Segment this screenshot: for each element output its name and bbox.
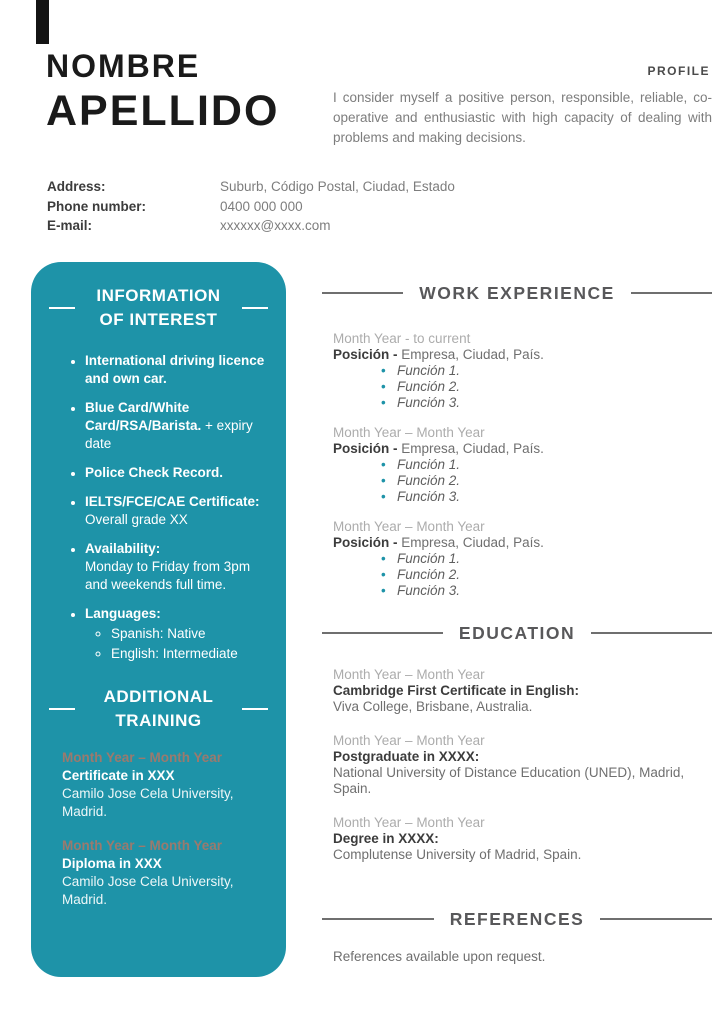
training-title: Certificate in XXX <box>62 768 175 783</box>
function-item: • Función 2. <box>381 567 712 583</box>
function-item: • Función 1. <box>381 551 712 567</box>
function-item: • Función 3. <box>381 395 712 411</box>
list-item-bold: Languages: <box>85 606 161 621</box>
list-item <box>85 540 266 594</box>
education-title: Postgraduate in XXXX: <box>333 749 480 764</box>
work-position <box>333 535 712 551</box>
education-heading <box>322 621 712 645</box>
section-title: WORK EXPERIENCE <box>419 283 615 303</box>
list-item <box>85 464 266 482</box>
training-title: Diploma in XXX <box>62 856 162 871</box>
contact-value: Suburb, Código Postal, Ciudad, Estado <box>220 179 455 194</box>
education-period: Month Year – Month Year <box>333 815 485 830</box>
training-period: Month Year – Month Year <box>62 750 223 765</box>
heading-rule-right <box>631 292 712 294</box>
education-detail: Viva College, Brisbane, Australia. <box>333 699 533 714</box>
language-item: ◦ English: Intermediate <box>111 645 266 663</box>
section-title: REFERENCES <box>449 909 585 929</box>
heading-rule-right <box>242 708 268 710</box>
information-of-interest-heading <box>51 284 266 332</box>
function-item: • Función 2. <box>381 379 712 395</box>
contact-label: Address: <box>47 179 106 194</box>
name-block <box>46 46 279 136</box>
position-name: Posición - <box>333 347 398 362</box>
list-item-bold: Blue Card/White Card/RSA/Barista. <box>85 400 202 433</box>
references-heading <box>322 907 712 931</box>
list-item-bold: International driving licence and own car. <box>85 353 265 386</box>
references-text: References available upon request. <box>333 949 546 964</box>
education-entry <box>322 667 712 715</box>
contact-row-phone <box>47 197 455 217</box>
list-item-bold: IELTS/FCE/CAE Certificate: <box>85 494 260 509</box>
contact-row-address <box>47 177 455 197</box>
top-accent-bar <box>36 0 49 44</box>
contact-row-email <box>47 216 455 236</box>
function-item: • Función 1. <box>381 457 712 473</box>
contact-block <box>47 177 455 236</box>
main-column <box>322 281 712 964</box>
list-item-rest: + expiry date <box>85 418 253 451</box>
function-list <box>333 457 712 505</box>
education-entry <box>322 733 712 797</box>
work-entry <box>322 519 712 599</box>
education-entry <box>322 815 712 863</box>
position-name: Posición - <box>333 535 398 550</box>
function-item: • Función 3. <box>381 489 712 505</box>
work-position <box>333 347 712 363</box>
training-detail: Camilo Jose Cela University, Madrid. <box>62 786 234 819</box>
position-company: Empresa, Ciudad, País. <box>397 441 544 456</box>
function-item: • Función 3. <box>381 583 712 599</box>
education-period: Month Year – Month Year <box>333 667 485 682</box>
function-list <box>333 551 712 599</box>
work-period: Month Year – Month Year <box>333 425 485 440</box>
function-item: • Función 1. <box>381 363 712 379</box>
list-item <box>85 399 266 453</box>
list-item <box>85 352 266 388</box>
first-name: NOMBRE <box>46 48 201 84</box>
heading-line1: ADDITIONAL <box>103 687 214 706</box>
position-company: Empresa, Ciudad, País. <box>397 347 544 362</box>
heading-rule-right <box>591 632 712 634</box>
contact-label: Phone number: <box>47 198 147 214</box>
sidebar <box>31 262 286 977</box>
information-list <box>51 352 266 663</box>
function-list <box>333 363 712 411</box>
heading-line2: TRAINING <box>115 711 202 730</box>
training-period: Month Year – Month Year <box>62 838 223 853</box>
additional-training-heading <box>51 685 266 733</box>
languages-sub-list <box>85 625 266 663</box>
education-title: Cambridge First Certificate in English: <box>333 683 580 698</box>
heading-rule-left <box>322 918 434 920</box>
heading-rule-left <box>322 292 403 294</box>
profile-text: I consider myself a positive person, responsible, reliable, co-operative and enthusiastic with high capacity of dealing with problems and making decisions. <box>333 90 712 145</box>
training-entry <box>51 749 266 821</box>
list-item-rest: Overall grade XX <box>85 512 188 527</box>
work-entry <box>322 425 712 505</box>
heading-rule-right <box>242 307 268 309</box>
position-name: Posición - <box>333 441 398 456</box>
work-period: Month Year – Month Year <box>333 519 485 534</box>
language-item: ◦ Spanish: Native <box>111 625 266 643</box>
work-period: Month Year - to current <box>333 331 471 346</box>
position-company: Empresa, Ciudad, País. <box>397 535 544 550</box>
list-item-languages <box>85 605 266 663</box>
section-title: EDUCATION <box>458 623 576 643</box>
training-detail: Camilo Jose Cela University, Madrid. <box>62 874 234 907</box>
heading-rule-left <box>322 632 443 634</box>
heading-line2: OF INTEREST <box>99 310 218 329</box>
work-entry <box>322 331 712 411</box>
list-item-bold: Police Check Record. <box>85 465 224 480</box>
education-detail: National University of Distance Education (UNED), Madrid, Spain. <box>333 765 685 796</box>
heading-rule-left <box>49 307 75 309</box>
contact-label: E-mail: <box>47 218 93 233</box>
work-experience-heading <box>322 281 712 305</box>
heading-rule-left <box>49 708 75 710</box>
list-item <box>85 493 266 529</box>
education-period: Month Year – Month Year <box>333 733 485 748</box>
function-item: • Función 2. <box>381 473 712 489</box>
work-position <box>333 441 712 457</box>
education-detail: Complutense University of Madrid, Spain. <box>333 847 582 862</box>
list-item-bold: Availability: <box>85 541 161 556</box>
education-title: Degree in XXXX: <box>333 831 439 846</box>
heading-line1: INFORMATION <box>96 286 221 305</box>
contact-value: xxxxxx@xxxx.com <box>220 218 331 233</box>
contact-value: 0400 000 000 <box>220 198 303 214</box>
training-entry <box>51 837 266 909</box>
last-name: APELLIDO <box>46 87 280 135</box>
profile-heading: PROFILE <box>647 64 710 78</box>
list-item-rest: Monday to Friday from 3pm and weekends full time. <box>85 559 251 592</box>
heading-rule-right <box>600 918 712 920</box>
